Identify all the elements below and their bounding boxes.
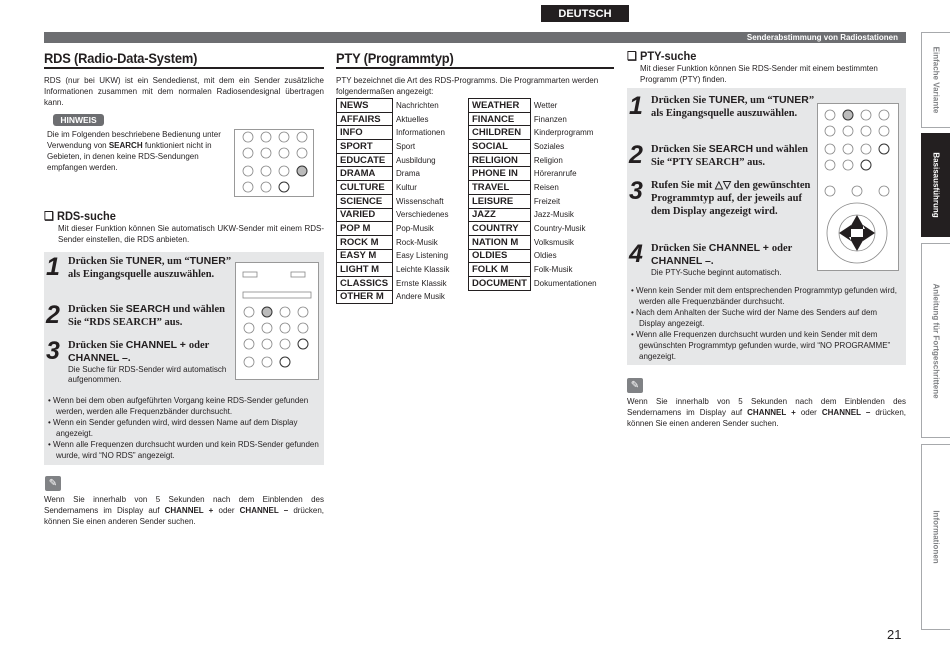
pty-table-row	[337, 235, 607, 249]
pty-code: RELIGION	[469, 153, 531, 167]
rds-step-2: 2 Drücken Sie SEARCH und wählen Sie “RDS SEARCH” aus.	[46, 301, 225, 329]
pty-code: JAZZ	[469, 208, 531, 222]
pty-table-row	[337, 249, 607, 263]
rds-bullets: • Wenn bei dem oben aufgeführten Vorgang keine RDS-Sender gefunden werden, werden alle Frequenzbänder durchsucht. • Wenn ein Sender gefunden wird, wird dessen Name auf dem Display angezeigt. • Wenn alle Frequenzen durchsucht wurden und kein RDS-Sender gefunden wurde, wird “NO RDS” angezeigt.	[48, 396, 319, 460]
step-number: 3	[629, 177, 643, 205]
remote-illustration	[817, 103, 899, 271]
pty-code: VARIED	[337, 208, 393, 222]
pty-suche-title: PTY-suche	[639, 49, 697, 63]
pty-code: CLASSICS	[337, 276, 393, 290]
pty-description: Soziales	[533, 141, 565, 151]
pty-code: CHILDREN	[469, 126, 531, 140]
pty-table-row	[337, 276, 607, 290]
note-icon: ✎	[627, 378, 643, 393]
step-number: 2	[46, 301, 60, 329]
page-number: 21	[887, 627, 902, 642]
pty-description: Pop-Musik	[396, 224, 434, 234]
pty-description: Leichte Klassik	[396, 265, 450, 275]
rds-title: RDS (Radio-Data-System)	[44, 50, 198, 66]
title-rule	[44, 67, 324, 69]
pty-section	[336, 50, 614, 97]
pty-code: INFO	[337, 126, 393, 140]
pty-description: Religion	[533, 155, 563, 165]
pty-description: Volksmusik	[533, 237, 574, 247]
pty-code: WEATHER	[469, 99, 531, 113]
pty-step-2: 2 Drücken Sie SEARCH und wählen Sie “PTY SEARCH” aus.	[629, 141, 808, 169]
pty-table-row	[337, 222, 607, 236]
pty-code: DOCUMENT	[469, 276, 531, 290]
pty-table-row	[337, 290, 607, 304]
pty-intro: PTY bezeichnet die Art des RDS-Programms. Die Programmarten werden folgendermaßen angezeigt:	[336, 76, 599, 96]
pty-description	[530, 290, 606, 304]
step-number: 4	[629, 240, 643, 268]
pty-table-row	[337, 99, 607, 113]
pty-code: SCIENCE	[337, 194, 393, 208]
pty-code: NATION M	[469, 235, 531, 249]
language-label: DEUTSCH	[541, 5, 629, 22]
remote-illustration	[235, 262, 319, 380]
pty-code: SOCIAL	[469, 140, 531, 154]
pty-code: FINANCE	[469, 112, 531, 126]
rds-intro: RDS (nur bei UKW) ist ein Sendedienst, mit dem ein Sender zusätzliche Informationen zusammen mit dem normalen Radiosendesignal übertragen kann.	[44, 76, 324, 107]
rds-suche-intro: Mit dieser Funktion können Sie automatisch UKW-Sender mit einem RDS-Sender einstellen, die RDS anbieten.	[58, 224, 324, 244]
pty-description: Wetter	[533, 100, 558, 110]
pty-code: LIGHT M	[337, 263, 393, 277]
pty-note: Wenn Sie innerhalb von 5 Sekunden nach dem Einblenden des Sendernamens im Display auf CHANNEL + oder CHANNEL – drücken, können Sie einen anderen Sender suchen.	[627, 397, 906, 428]
remote-illustration	[234, 129, 314, 197]
pty-step-3: 3 Rufen Sie mit △▽ den gewünschten Programmtyp auf, der jeweils auf dem Display angezeigt wird.	[629, 177, 811, 217]
pty-code: EASY M	[337, 249, 393, 263]
pty-code: DRAMA	[337, 167, 393, 181]
rds-note: Wenn Sie innerhalb von 5 Sekunden nach dem Einblenden des Sendernamens im Display auf CHANNEL + oder CHANNEL – drücken, können Sie einen anderen Sender suchen.	[44, 495, 325, 526]
pty-code: AFFAIRS	[337, 112, 393, 126]
pty-bullets: • Wenn kein Sender mit dem entsprechenden Programmtyp gefunden wird, werden alle Frequenzbänder durchsucht. • Nach dem Anhalten der Suche wird der Name des Senders auf dem Display angezeigt. • Wenn alle Frequenzen durchsucht wurden und kein Sender mit dem gewünschten Programmtyp gefunden wurde, wird “NO PROGRAMME” angezeigt.	[631, 286, 897, 361]
pty-description: Kinderprogramm	[533, 128, 594, 138]
pty-code: LEISURE	[469, 194, 531, 208]
pty-description: Höreranrufe	[533, 169, 577, 179]
pty-code	[469, 290, 531, 304]
pty-code: TRAVEL	[469, 181, 531, 195]
step-number: 3	[46, 337, 60, 365]
pty-code: POP M	[337, 222, 393, 236]
pty-code: EDUCATE	[337, 153, 393, 167]
hinweis-text: Die im Folgenden beschriebene Bedienung unter Verwendung von SEARCH funktioniert nicht in Gebieten, in denen keine RDS-Sendungen empfangen werden.	[47, 130, 221, 172]
pty-code: FOLK M	[469, 263, 531, 277]
pty-table-row	[337, 140, 607, 154]
tab-basisausfuehrung[interactable]: Basisausführung	[921, 133, 950, 237]
pty-description: Verschiedenes	[396, 210, 449, 220]
pty-code: SPORT	[337, 140, 393, 154]
rds-step-1: 1 Drücken Sie TUNER, um “TUNER” als Eingangsquelle auszuwählen.	[46, 253, 232, 281]
pty-table-row	[337, 153, 607, 167]
pty-description: Kultur	[396, 182, 417, 192]
rds-suche-section	[44, 209, 324, 245]
pty-description: Drama	[396, 169, 421, 179]
pty-description: Finanzen	[533, 114, 567, 124]
pty-table-row	[337, 181, 607, 195]
pty-description: Nachrichten	[396, 100, 439, 110]
pty-table-row	[337, 263, 607, 277]
pty-table-row	[337, 167, 607, 181]
pty-table-row	[337, 126, 607, 140]
pty-code: CULTURE	[337, 181, 393, 195]
rds-suche-title: RDS-suche	[56, 209, 116, 223]
step-number: 2	[629, 141, 643, 169]
pty-description: Sport	[396, 141, 416, 151]
checkbox-icon: ❏	[627, 49, 640, 63]
pty-description: Freizeit	[533, 196, 561, 206]
pty-description: Aktuelles	[396, 114, 429, 124]
pty-table-row	[337, 194, 607, 208]
pty-step-1: 1 Drücken Sie TUNER, um “TUNER” als Eingangsquelle auszuwählen.	[629, 92, 815, 120]
note-icon: ✎	[45, 476, 61, 491]
pty-description: Informationen	[396, 128, 445, 138]
pty-description: Ernste Klassik	[396, 278, 447, 288]
tab-informationen[interactable]: Informationen	[921, 444, 950, 630]
section-header: Senderabstimmung von Radiostationen	[44, 32, 906, 43]
hinweis-badge: HINWEIS	[53, 114, 104, 126]
pty-table-row	[337, 112, 607, 126]
pty-description: Folk-Musik	[533, 265, 573, 275]
pty-description: Andere Musik	[396, 292, 445, 302]
pty-step-4: 4 Drücken Sie CHANNEL + oder CHANNEL –. Die PTY-Suche beginnt automatisch.	[629, 240, 793, 277]
pty-code: PHONE IN	[469, 167, 531, 181]
pty-description: Country-Musik	[533, 224, 586, 234]
pty-code: COUNTRY	[469, 222, 531, 236]
pty-description: Reisen	[533, 182, 559, 192]
pty-description: Jazz-Musik	[533, 210, 574, 220]
pty-code: OTHER M	[337, 290, 393, 304]
pty-code: NEWS	[337, 99, 393, 113]
checkbox-icon: ❏	[44, 209, 57, 223]
pty-table-row	[337, 208, 607, 222]
pty-description: Oldies	[533, 251, 557, 261]
pty-suche-section	[627, 49, 907, 85]
pty-description: Rock-Musik	[396, 237, 438, 247]
pty-title: PTY (Programmtyp)	[336, 50, 454, 66]
step-number: 1	[46, 253, 60, 281]
title-rule	[336, 67, 614, 69]
pty-description: Wissenschaft	[396, 196, 444, 206]
pty-table	[336, 98, 607, 304]
pty-description: Dokumentationen	[533, 278, 597, 288]
tab-einfache-variante[interactable]: Einfache Variante	[921, 32, 950, 128]
step-number: 1	[629, 92, 643, 120]
pty-code: ROCK M	[337, 235, 393, 249]
pty-suche-intro: Mit dieser Funktion können Sie RDS-Sender mit einem bestimmten Programm (PTY) finden.	[640, 64, 878, 84]
rds-section	[44, 50, 324, 108]
tab-fortgeschrittene[interactable]: Anleitung für Fortgeschrittene	[921, 243, 950, 438]
rds-step-3: 3 Drücken Sie CHANNEL + oder CHANNEL –. Die Suche für RDS-Sender wird automatisch aufgenommen.	[46, 337, 227, 384]
pty-description: Easy Listening	[396, 251, 449, 261]
pty-description: Ausbildung	[396, 155, 436, 165]
pty-code: OLDIES	[469, 249, 531, 263]
